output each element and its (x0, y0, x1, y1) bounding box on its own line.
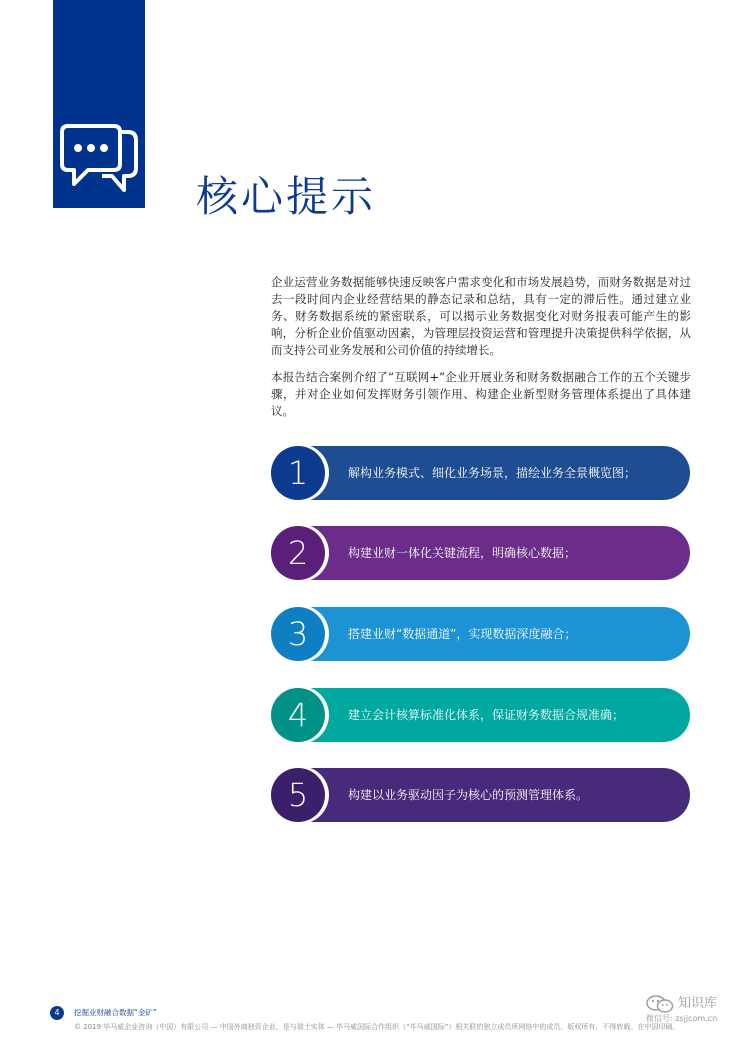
page-number-badge: 4 (50, 1006, 64, 1020)
step-number: 3 (287, 615, 309, 653)
step-item-4 (271, 688, 690, 742)
step-text: 建立会计核算标准化体系，保证财务数据合规准确； (348, 708, 625, 722)
intro-paragraph-2: 本报告结合案例介绍了“互联网+”企业开展业务和财务数据融合工作的五个关键步骤，并对企业如何发挥财务引领作用、构建企业新型财务管理体系提出了具体建议。 (271, 370, 691, 418)
step-item-1 (271, 446, 690, 500)
intro-paragraph-1: 企业运营业务数据能够快速反映客户需求变化和市场发展趋势，而财务数据是对过去一段时间内企业经营结果的静态记录和总结，具有一定的滞后性。通过建立业务、财务数据系统的紧密联系，可以揭示业务数据变化对财务报表可能产生的影响，分析企业价值驱动因素，为管理层投资运营和管理提升决策提供科学依据，从而支持公司业务发展和公司价值的持续增长。 (271, 275, 691, 357)
watermark-subtitle: 微信号: zsjjcom.cn (646, 1014, 718, 1023)
step-number: 2 (287, 534, 309, 572)
page-title: 核心提示 (196, 172, 377, 221)
watermark (646, 992, 740, 1030)
step-item-2 (271, 526, 690, 580)
step-item-5 (271, 768, 690, 822)
footer-copyright: © 2019 毕马威企业咨询（中国）有限公司 — 中国外商独资企业，是与瑞士实体 — 毕马威国际合作组织（“毕马威国际”）相关联的独立成员所网络中的成员。版权所有，不得转载。在中国印刷。 (74, 1023, 680, 1031)
chat-bubbles-icon (58, 120, 140, 196)
step-number: 5 (287, 776, 309, 814)
intro-text (271, 274, 691, 430)
step-text: 构建业财一体化关键流程，明确核心数据； (348, 546, 577, 560)
footer-report-title: 挖掘业财融合数据“金矿” (74, 1008, 157, 1017)
step-text: 解构业务模式、细化业务场景，描绘业务全景概览图； (348, 466, 637, 480)
step-number: 4 (287, 696, 309, 734)
wechat-icon (646, 994, 674, 1014)
step-text: 搭建业财“数据通道”，实现数据深度融合； (348, 627, 577, 641)
watermark-name: 知识库 (678, 996, 718, 1011)
step-item-3 (271, 607, 690, 661)
step-text: 构建以业务驱动因子为核心的预测管理体系。 (348, 788, 589, 802)
step-number: 1 (287, 454, 309, 492)
